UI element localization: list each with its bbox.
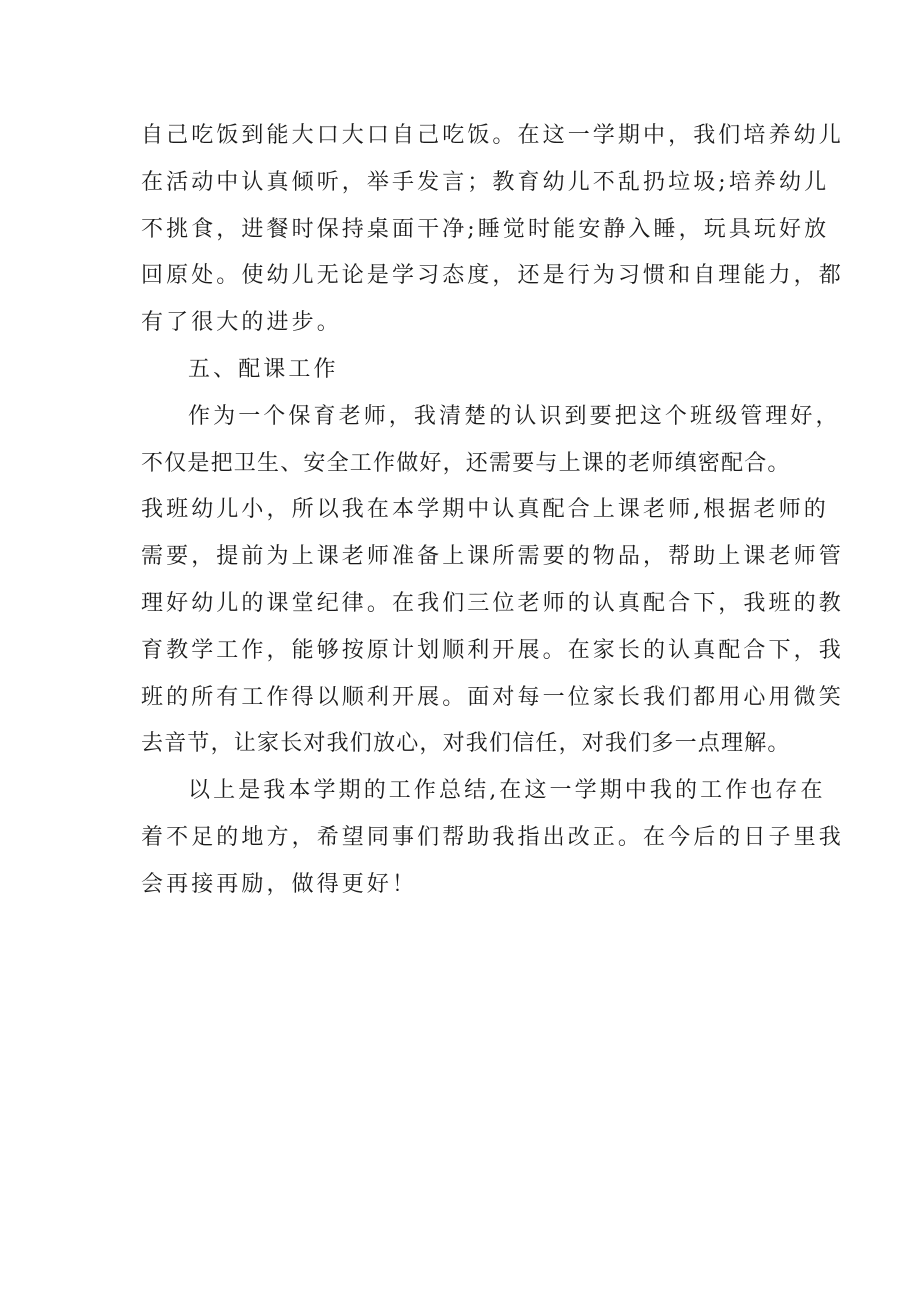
text-line: 会再接再励，做得更好！ [141, 871, 418, 897]
text-line: 回原处。使幼儿无论是学习态度，还是行为习惯和自理能力，都 [141, 263, 844, 289]
text-line: 需要，提前为上课老师准备上课所需要的物品，帮助上课老师管 [141, 544, 844, 570]
text-line: 我班幼儿小，所以我在本学期中认真配合上课老师,根据老师的 [141, 497, 829, 523]
text-line: 作为一个保育老师，我清楚的认识到要把这个班级管理好， [188, 403, 841, 429]
section-heading: 五、配课工作 [188, 356, 339, 382]
text-line: 有了很大的进步。 [141, 310, 342, 336]
paragraph-continuation [141, 113, 844, 347]
text-line: 不挑食，进餐时保持桌面干净;睡觉时能安静入睡，玩具玩好放 [141, 216, 830, 242]
text-line: 以上是我本学期的工作总结,在这一学期中我的工作也存在 [188, 778, 826, 804]
text-line: 着不足的地方，希望同事们帮助我指出改正。在今后的日子里我 [141, 824, 844, 850]
text-line: 理好幼儿的课堂纪律。在我们三位老师的认真配合下，我班的教 [141, 590, 844, 616]
section-paragraph [141, 394, 844, 768]
text-line: 自己吃饭到能大口大口自己吃饭。在这一学期中，我们培养幼儿 [141, 123, 844, 148]
text-line: 在活动中认真倾听，举手发言；教育幼儿不乱扔垃圾;培养幼儿 [141, 169, 830, 195]
text-line: 班的所有工作得以顺利开展。面对每一位家长我们都用心用微笑 [141, 684, 844, 710]
text-line: 不仅是把卫生、安全工作做好，还需要与上课的老师缜密配合。 [141, 450, 791, 476]
document-page [141, 113, 844, 909]
text-line: 育教学工作，能够按原计划顺利开展。在家长的认真配合下，我 [141, 637, 844, 663]
closing-paragraph [141, 768, 844, 908]
text-line: 去音节，让家长对我们放心，对我们信任，对我们多一点理解。 [141, 731, 791, 757]
